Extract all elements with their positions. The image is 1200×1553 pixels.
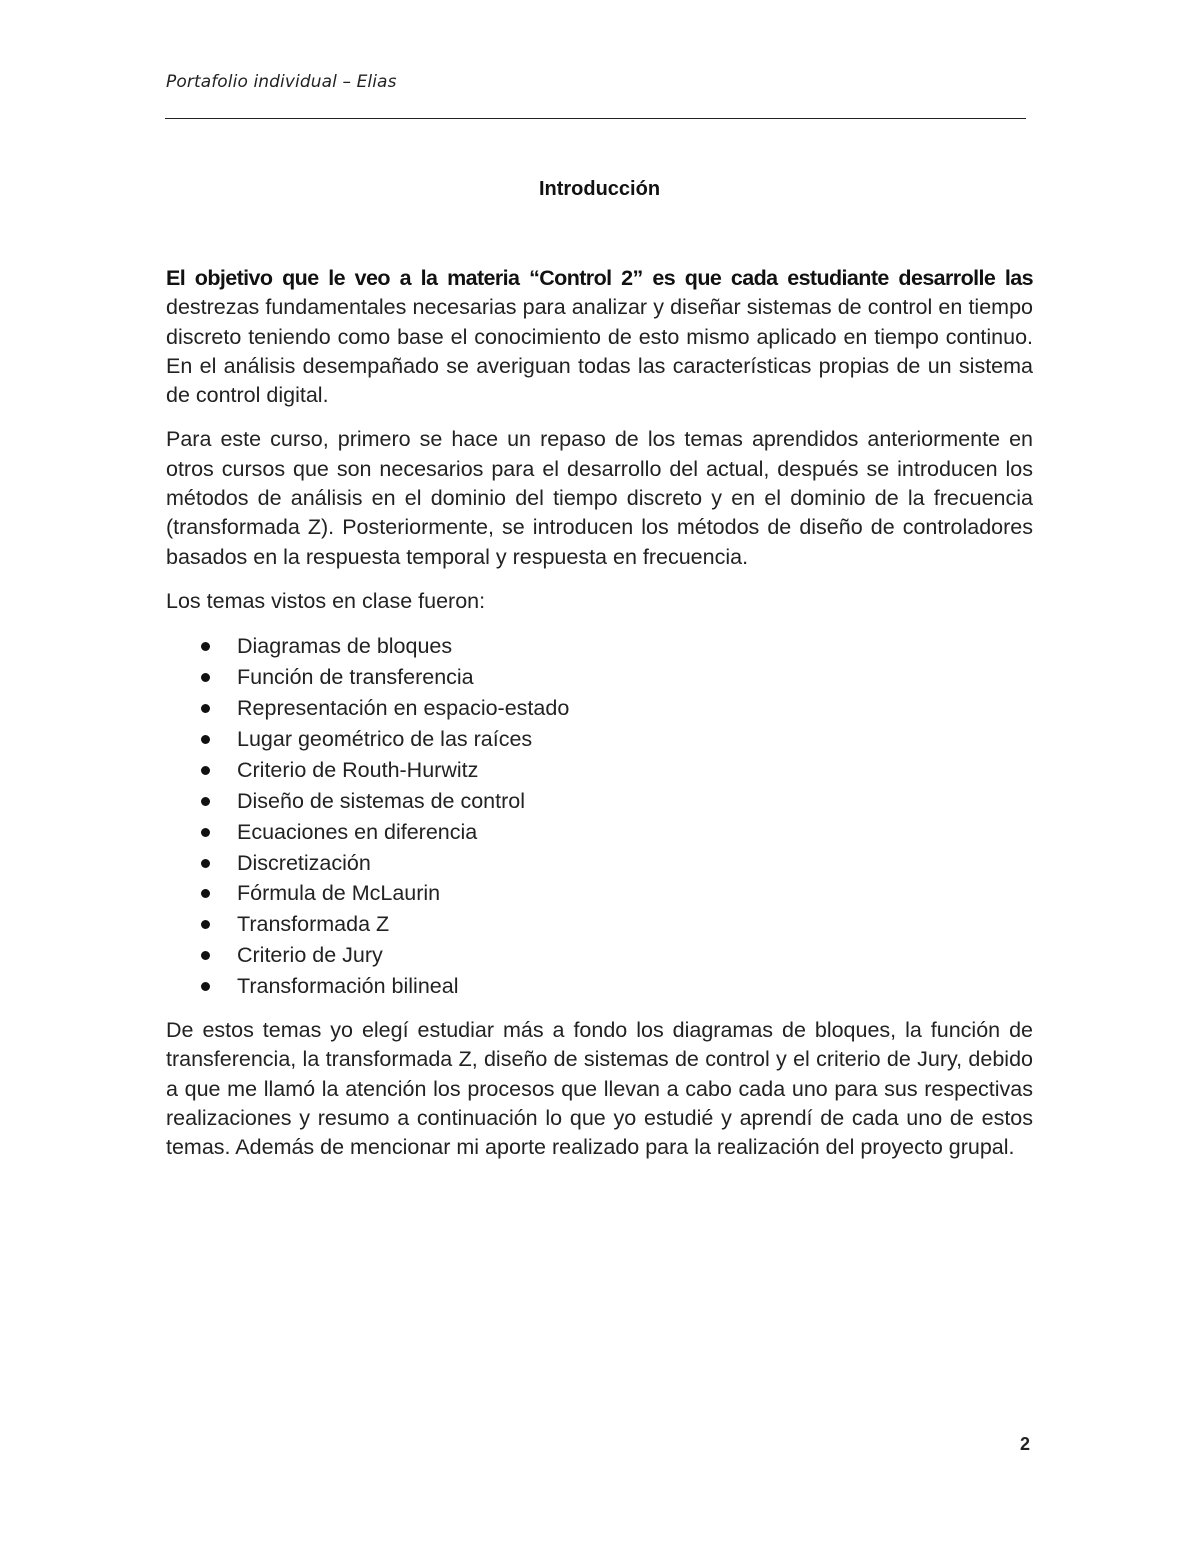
bullet-icon <box>201 642 210 651</box>
paragraph-objective-lead: El objetivo que le veo a la materia “Control 2” es que cada estudiante desarrolle las <box>166 266 1033 290</box>
list-item: Diseño de sistemas de control <box>166 786 1033 817</box>
paragraph-conclusion: De estos temas yo elegí estudiar más a fondo los diagramas de bloques, la función de transferencia, la transformada Z, diseño de sistemas de control y el criterio de Jury, debido a que me llamó la atención los procesos que llevan a cabo cada uno para sus respectivas realizaciones y resumo a continuación lo que yo estudié y aprendí de cada uno de estos temas. Además de mencionar mi aporte realizado para la realización del proyecto grupal. <box>166 1017 1033 1160</box>
list-item: Criterio de Jury <box>166 940 1033 971</box>
page-number: 2 <box>1020 1434 1031 1454</box>
bullet-icon <box>201 951 210 960</box>
running-header: Portafolio individual – Elias <box>166 72 397 92</box>
bullet-icon <box>201 766 210 775</box>
list-item: Representación en espacio-estado <box>166 693 1033 724</box>
bullet-icon <box>201 704 210 713</box>
header-divider <box>165 118 1026 119</box>
list-item: Transformación bilineal <box>166 971 1033 1002</box>
bullet-icon <box>201 828 210 837</box>
list-item: Diagramas de bloques <box>166 631 1033 662</box>
bullet-icon <box>201 735 210 744</box>
paragraph-objective-rest: destrezas fundamentales necesarias para analizar y diseñar sistemas de control en tiempo discreto teniendo como base el conocimiento de esto mismo aplicado en tiempo continuo. En el análisis desempañado se averiguan todas las características propias de un sistema de control digital. <box>166 295 1033 408</box>
body-text <box>166 264 1033 1177</box>
topics-label: Los temas vistos en clase fueron: <box>166 588 486 613</box>
list-item: Criterio de Routh-Hurwitz <box>166 755 1033 786</box>
paragraph-objective <box>166 264 1033 410</box>
page-title: Introducción <box>538 178 661 200</box>
list-item: Ecuaciones en diferencia <box>166 817 1033 848</box>
list-item: Discretización <box>166 848 1033 879</box>
topics-list <box>166 631 1033 1002</box>
bullet-icon <box>201 859 210 868</box>
bullet-icon <box>201 673 210 682</box>
list-item: Función de transferencia <box>166 662 1033 693</box>
list-item: Fórmula de McLaurin <box>166 878 1033 909</box>
bullet-icon <box>201 920 210 929</box>
list-item: Lugar geométrico de las raíces <box>166 724 1033 755</box>
list-item: Transformada Z <box>166 909 1033 940</box>
paragraph-course: Para este curso, primero se hace un repaso de los temas aprendidos anteriormente en otros cursos que son necesarios para el desarrollo del actual, después se introducen los métodos de análisis en el dominio del tiempo discreto y en el dominio de la frecuencia (transformada Z). Posteriormente, se introducen los métodos de diseño de controladores basados en la respuesta temporal y respuesta en frecuencia. <box>166 427 1033 569</box>
bullet-icon <box>201 889 210 898</box>
bullet-icon <box>201 797 210 806</box>
bullet-icon <box>201 982 210 991</box>
